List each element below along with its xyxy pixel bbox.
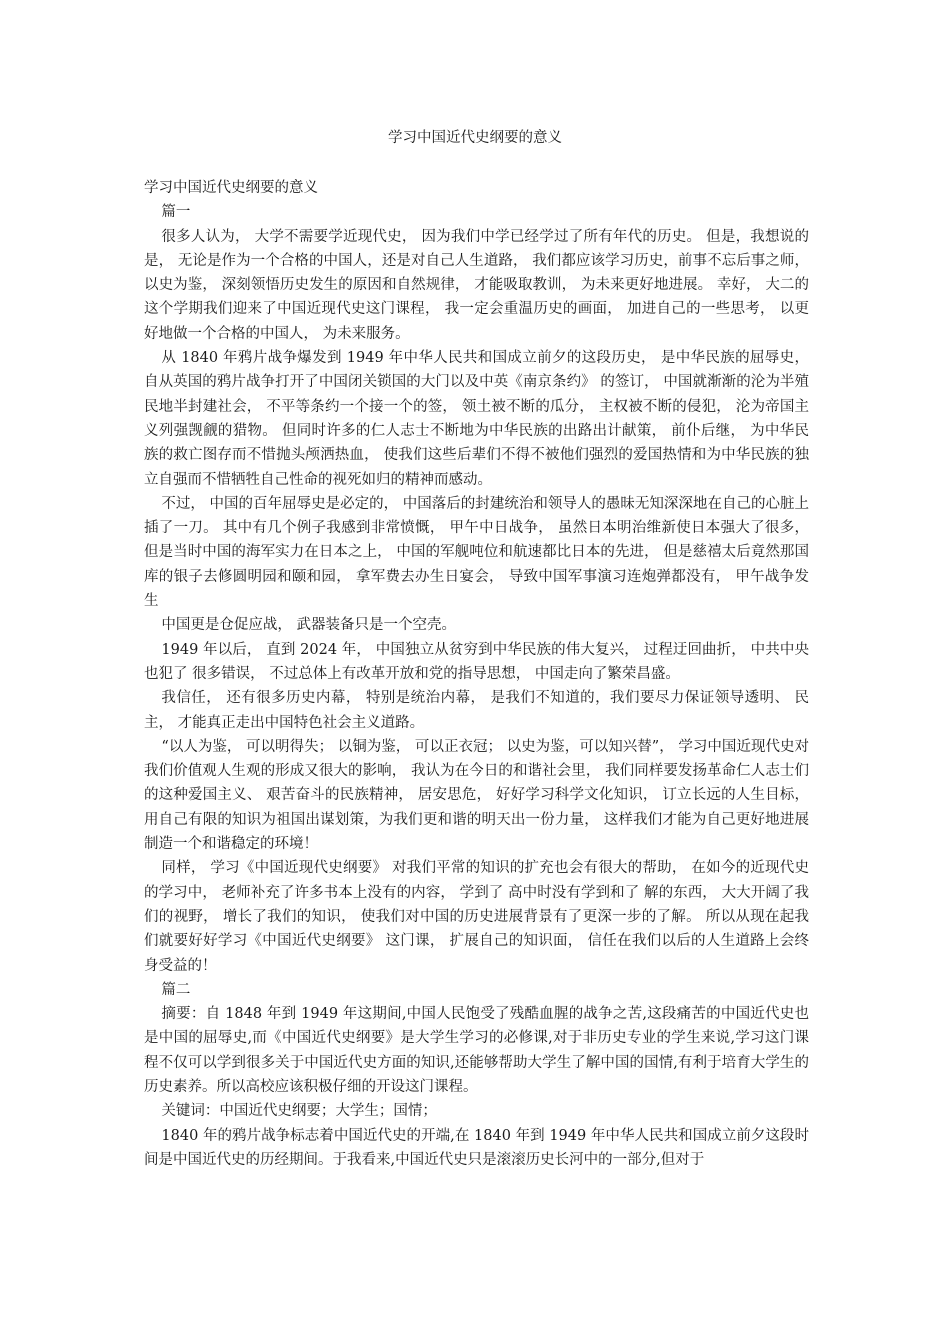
paragraph: 中国更是仓促应战， 武器装备只是一个空壳。 <box>161 617 456 634</box>
paragraph: 同样， 学习《中国近现代史纲要》 对我们平常的知识的扩充也会有很大的帮助， 在如今的近现代史的学习中， 老师补充了许多书本上没有的内容， 学到了 高中时没有学到和了 解的东西， 大大开阔了我们的视野， 增长了我们的知识， 使我们对中国的历史进展背景有了更深一步的了解。 所以从现在起我们就要好好学习《中国近代史纲要》 这门课， 扩展自己的知识面， 信任在我们以后的人生道路上会终身受益的！ <box>144 860 809 974</box>
section-heading-1: 篇一 <box>161 204 191 221</box>
document-body <box>144 176 809 1172</box>
document-subtitle: 学习中国近代史纲要的意义 <box>144 180 318 196</box>
paragraph: 从 1840 年鸦片战争爆发到 1949 年中华人民共和国成立前夕的这段历史， 是中华民族的屈辱史， 自从英国的鸦片战争打开了中国闭关锁国的大门以及中英《南京条约》 的签订， 中国就渐渐的沦为半殖民地半封建社会， 不平等条约一个接一个的签， 领土被不断的瓜分， 主权被不断的侵犯， 沦为帝国主义列强觊觎的猎物。 但同时许多的仁人志士不断地为中华民族的出路出计献策， 前仆后继， 为中华民族的救亡图存而不惜抛头颅洒热血， 使我们这些后辈们不得不被他们强烈的爱国热情和为中华民族的独立自强而不惜牺牲自己性命的视死如归的精神而感动。 <box>144 350 809 488</box>
section-heading-2: 篇二 <box>161 981 191 998</box>
paragraph: 我信任， 还有很多历史内幕， 特别是统治内幕， 是我们不知道的，我们要尽力保证领导透明、 民主， 才能真正走出中国特色社会主义道路。 <box>144 690 809 731</box>
document-title: 学习中国近代史纲要的意义 <box>388 130 562 146</box>
keywords-line: 关键词：中国近代史纲要；大学生；国情； <box>161 1103 437 1120</box>
paragraph: 很多人认为， 大学不需要学近现代史， 因为我们中学已经学过了所有年代的历史。 但是，我想说的是， 无论是作为一个合格的中国人，还是对自己人生道路， 我们都应该学习历史，前事不忘后事之师， 以史为鉴， 深刻领悟历史发生的原因和自然规律， 才能吸取教训， 为未来更好地进展。 幸好， 大二的这个学期我们迎来了中国近现代史这门课程， 我一定会重温历史的画面， 加进自己的一些思考， 以更好地做一个合格的中国人， 为未来服务。 <box>144 228 809 342</box>
paragraph: “以人为鉴， 可以明得失； 以铜为鉴， 可以正衣冠； 以史为鉴，可以知兴替”， 学习中国近现代史对我们价值观人生观的形成又很大的影响， 我认为在今日的和谐社会里， 我们同样要发扬革命仁人志士们的这种爱国主义、 艰苦奋斗的民族精神， 居安思危， 好好学习科学文化知识， 订立长远的人生目标， 用自己有限的知识为祖国出谋划策，为我们更和谐的明天出一份力量， 这样我们才能为自己更好地进展制造一个和谐稳定的环境！ <box>144 738 809 853</box>
paragraph: 不过， 中国的百年屈辱史是必定的， 中国落后的封建统治和领导人的愚昧无知深深地在自己的心脏上插了一刀。 其中有几个例子我感到非常愤慨， 甲午中日战争， 虽然日本明治维新使日本强大了很多，但是当时中国的海军实力在日本之上， 中国的军舰吨位和航速都比日本的先进， 但是慈禧太后竟然那国库的银子去修圆明园和颐和园， 拿军费去办生日宴会， 导致中国军事演习连炮弹都没有， 甲午战争发生 <box>144 495 809 610</box>
paragraph: 1840 年的鸦片战争标志着中国近代史的开端,在 1840 年到 1949 年中华人民共和国成立前夕这段时间是中国近代史的历经期间。于我看来,中国近代史只是滚滚历史长河中的一部分,但对于 <box>144 1127 809 1168</box>
abstract-paragraph: 摘要：自 1848 年到 1949 年这期间,中国人民饱受了残酷血腥的战争之苦,这段痛苦的中国近代史也是中国的屈辱史,而《中国近代史纲要》是大学生学习的必修课,对于非历史专业的学生来说,学习这门课程不仅可以学到很多关于中国近代史方面的知识,还能够帮助大学生了解中国的国情,有利于培育大学生的历史素养。所以高校应该积极仔细的开设这门课程。 <box>144 1006 809 1095</box>
paragraph: 1949 年以后， 直到 2024 年， 中国独立从贫穷到中华民族的伟大复兴， 过程迂回曲折， 中共中央也犯了 很多错误， 不过总体上有改革开放和党的指导思想， 中国走向了繁荣昌盛。 <box>144 641 809 682</box>
